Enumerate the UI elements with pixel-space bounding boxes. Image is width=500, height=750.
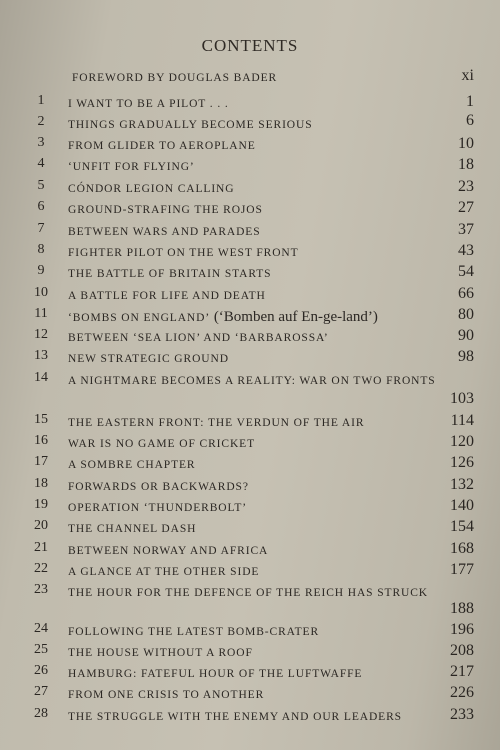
chapter-title: ‘UNFIT FOR FLYING’ xyxy=(68,161,195,173)
chapter-title: I WANT TO BE A PILOT . . . xyxy=(68,98,229,110)
chapter-page: 140 xyxy=(450,497,474,514)
chapter-title: THINGS GRADUALLY BECOME SERIOUS xyxy=(68,119,313,131)
chapter-number: 2 xyxy=(37,114,45,129)
chapter-title: THE BATTLE OF BRITAIN STARTS xyxy=(68,268,272,280)
chapter-title: BETWEEN NORWAY AND AFRICA xyxy=(68,545,269,557)
chapter-page: 27 xyxy=(458,199,474,216)
chapter-page: 6 xyxy=(466,112,474,129)
chapter-number: 7 xyxy=(37,221,45,236)
chapter-page: 154 xyxy=(450,518,474,535)
chapter-number: 16 xyxy=(34,433,48,448)
chapter-page: 217 xyxy=(450,663,474,680)
chapter-number: 26 xyxy=(34,663,48,678)
chapter-page: 43 xyxy=(458,242,474,259)
chapter-title: A SOMBRE CHAPTER xyxy=(68,459,196,471)
contents-heading: CONTENTS xyxy=(201,36,299,55)
chapter-page: 233 xyxy=(450,706,474,723)
chapter-number: 4 xyxy=(37,156,45,171)
chapter-title: BETWEEN WARS AND PARADES xyxy=(68,226,261,238)
chapter-number: 23 xyxy=(34,582,48,597)
chapter-page: 54 xyxy=(458,263,474,280)
chapter-title: NEW STRATEGIC GROUND xyxy=(68,353,229,365)
chapter-title: WAR IS NO GAME OF CRICKET xyxy=(68,438,256,450)
chapter-number: 9 xyxy=(37,263,45,278)
chapter-title: THE STRUGGLE WITH THE ENEMY AND OUR LEADERS xyxy=(68,711,402,723)
chapter-title: A BATTLE FOR LIFE AND DEATH xyxy=(68,290,266,302)
chapter-title: FIGHTER PILOT ON THE WEST FRONT xyxy=(68,247,299,259)
chapter-number: 22 xyxy=(34,561,48,576)
chapter-title: GROUND-STRAFING THE ROJOS xyxy=(68,204,263,216)
chapter-page: 37 xyxy=(458,221,474,238)
chapter-number: 13 xyxy=(34,348,48,363)
chapter-page: 114 xyxy=(450,412,474,429)
chapter-number: 11 xyxy=(34,306,48,321)
chapter-title: ‘BOMBS ON ENGLAND’ (‘Bomben auf En-ge-land’) xyxy=(68,309,378,325)
chapter-page: 168 xyxy=(450,540,474,557)
chapter-page: 80 xyxy=(458,306,474,323)
chapter-number: 6 xyxy=(37,199,45,214)
chapter-page: 23 xyxy=(458,178,474,195)
chapter-title: FORWARDS OR BACKWARDS? xyxy=(68,481,249,493)
chapter-number: 19 xyxy=(34,497,48,512)
chapter-page: 196 xyxy=(450,621,474,638)
chapter-page: 1 xyxy=(466,93,474,110)
chapter-title: THE CHANNEL DASH xyxy=(68,523,197,535)
chapter-page: 132 xyxy=(450,476,474,493)
chapter-title: A NIGHTMARE BECOMES A REALITY: WAR ON TWO FRONTS xyxy=(68,375,436,387)
chapter-page: 10 xyxy=(458,135,474,152)
chapter-number: 15 xyxy=(34,412,48,427)
foreword-page: xi xyxy=(461,67,474,84)
chapter-title: A GLANCE AT THE OTHER SIDE xyxy=(68,566,260,578)
chapter-number: 28 xyxy=(34,706,48,721)
chapter-page: 90 xyxy=(458,327,474,344)
chapter-page: 208 xyxy=(450,642,474,659)
chapter-title: THE HOUSE WITHOUT A ROOF xyxy=(68,647,253,659)
chapter-page: 188 xyxy=(450,600,474,617)
chapter-title: FOLLOWING THE LATEST BOMB-CRATER xyxy=(68,626,320,638)
chapter-number: 10 xyxy=(34,285,48,300)
chapter-number: 18 xyxy=(34,476,48,491)
chapter-page: 177 xyxy=(450,561,474,578)
chapter-page: 103 xyxy=(450,390,474,407)
chapter-title-extra: (‘Bomben auf En-ge-land’) xyxy=(210,309,378,325)
chapter-page: 226 xyxy=(450,684,474,701)
chapter-page: 126 xyxy=(450,454,474,471)
chapter-number: 14 xyxy=(34,370,48,385)
chapter-page: 120 xyxy=(450,433,474,450)
chapter-page: 66 xyxy=(458,285,474,302)
chapter-title: OPERATION ‘THUNDERBOLT’ xyxy=(68,502,248,514)
chapter-title: CÓNDOR LEGION CALLING xyxy=(68,183,235,195)
chapter-number: 3 xyxy=(37,135,45,150)
chapter-number: 5 xyxy=(37,178,45,193)
chapter-number: 1 xyxy=(37,93,45,108)
chapter-title: FROM GLIDER TO AEROPLANE xyxy=(68,140,256,152)
chapter-number: 20 xyxy=(34,518,48,533)
chapter-number: 21 xyxy=(34,540,48,555)
chapter-number: 25 xyxy=(34,642,48,657)
chapter-page: 98 xyxy=(458,348,474,365)
chapter-title: BETWEEN ‘SEA LION’ AND ‘BARBAROSSA’ xyxy=(68,332,329,344)
chapter-title: THE EASTERN FRONT: THE VERDUN OF THE AIR xyxy=(68,417,365,429)
chapter-number: 24 xyxy=(34,621,48,636)
chapter-title: THE HOUR FOR THE DEFENCE OF THE REICH HAS STRUCK xyxy=(68,587,429,599)
foreword-label: FOREWORD BY DOUGLAS BADER xyxy=(72,72,278,84)
chapter-number: 17 xyxy=(34,454,48,469)
chapter-title: FROM ONE CRISIS TO ANOTHER xyxy=(68,689,265,701)
chapter-number: 8 xyxy=(37,242,45,257)
chapter-number: 12 xyxy=(34,327,48,342)
chapter-title: HAMBURG: FATEFUL HOUR OF THE LUFTWAFFE xyxy=(68,668,363,680)
chapter-page: 18 xyxy=(458,156,474,173)
chapter-number: 27 xyxy=(34,684,48,699)
